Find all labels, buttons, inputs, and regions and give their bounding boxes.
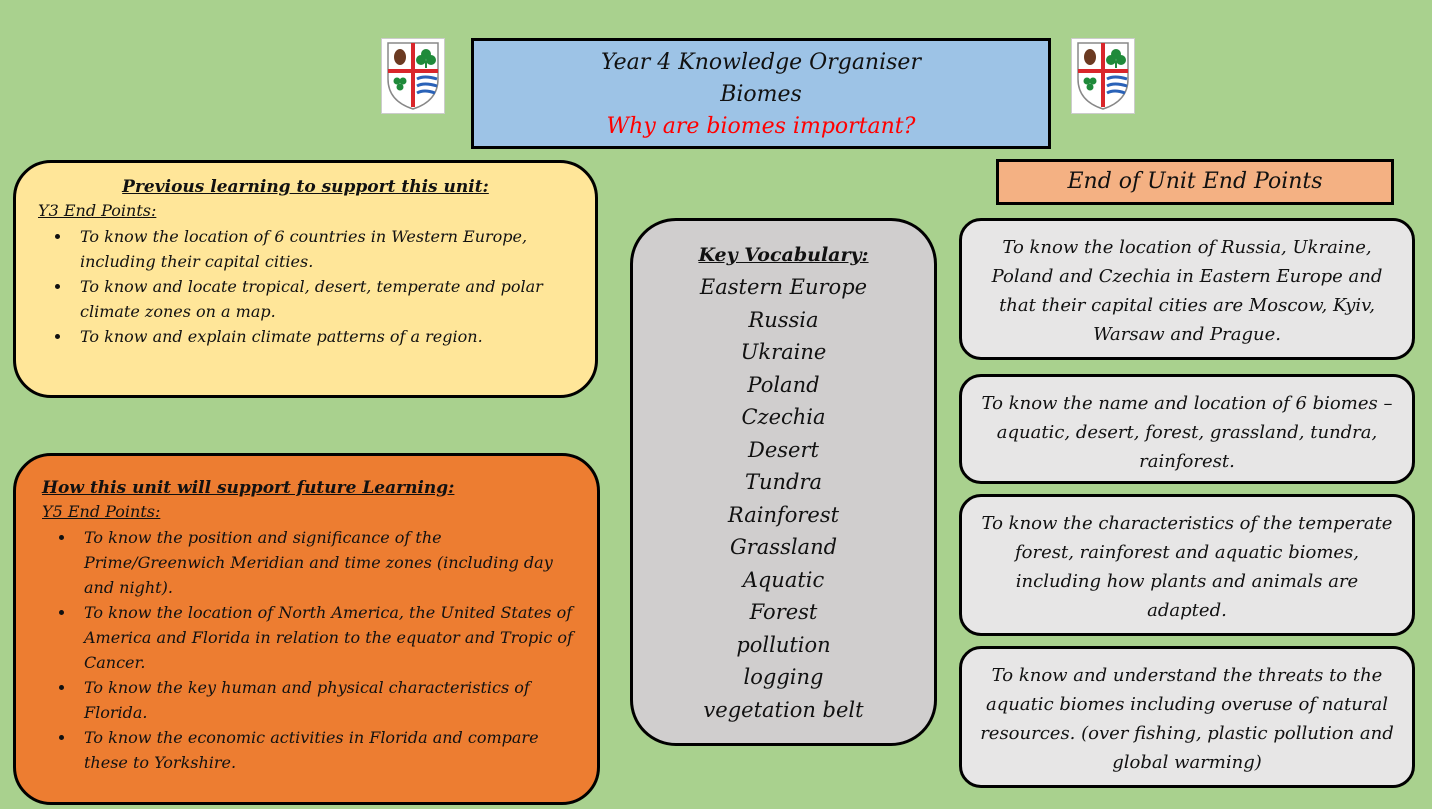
vocab-item: Desert: [748, 437, 819, 462]
end-point-card: To know the location of Russia, Ukraine, Poland and Czechia in Eastern Europe and that their capital cities are Moscow, Kyiv, Warsaw and Prague.: [959, 218, 1415, 360]
list-item: • To know the position and significance of the Prime/Greenwich Meridian and time zones (including day and night).: [76, 525, 573, 600]
vocab-item: Poland: [747, 372, 820, 397]
vocab-item: Eastern Europe: [699, 275, 868, 299]
vocab-item: Grassland: [729, 535, 838, 559]
vocab-item: Ukraine: [740, 340, 827, 364]
future-learning-subheading: Y5 End Points:: [42, 502, 161, 521]
previous-learning-subheading: Y3 End Points:: [38, 201, 157, 220]
list-item: • To know and locate tropical, desert, temperate and polar climate zones on a map.: [72, 274, 573, 324]
vocab-item: Czechia: [741, 405, 826, 429]
future-learning-list: [42, 525, 573, 775]
end-points-heading: End of Unit End Points: [996, 159, 1394, 205]
end-point-card: To know and understand the threats to the aquatic biomes including overuse of natural resources. (over fishing, plastic pollution and global warming): [959, 646, 1415, 788]
key-vocabulary-heading: Key Vocabulary:: [698, 244, 869, 266]
vocab-item: logging: [743, 665, 824, 689]
title-box: [471, 38, 1051, 149]
crest-graphic: [1072, 39, 1134, 113]
previous-learning-panel: [13, 160, 598, 398]
list-item: • To know the location of North America, the United States of America and Florida in relation to the equator and Tropic of Cancer.: [76, 600, 573, 675]
key-question: Why are biomes important?: [606, 114, 916, 139]
vocab-item: Russia: [748, 307, 819, 332]
vocab-item: Tundra: [744, 470, 823, 494]
topic-title: Biomes: [720, 82, 802, 107]
vocab-item: pollution: [736, 632, 831, 657]
list-item: • To know and explain climate patterns of a region.: [72, 324, 573, 349]
previous-learning-heading: Previous learning to support this unit:: [122, 177, 489, 197]
page-title: Year 4 Knowledge Organiser: [601, 50, 921, 75]
vocab-item: Forest: [749, 600, 818, 624]
previous-learning-list: [38, 224, 573, 349]
list-item: • To know the key human and physical characteristics of Florida.: [76, 675, 573, 725]
list-item: • To know the economic activities in Florida and compare these to Yorkshire.: [76, 725, 573, 775]
end-point-card: To know the name and location of 6 biomes – aquatic, desert, forest, grassland, tundra, rainforest.: [959, 374, 1415, 484]
vocab-item: Rainforest: [727, 502, 840, 527]
crest-graphic: [382, 39, 444, 113]
school-crest-icon: [381, 38, 445, 114]
future-learning-heading: How this unit will support future Learning:: [42, 478, 455, 498]
school-crest-icon: [1071, 38, 1135, 114]
end-point-card: To know the characteristics of the temperate forest, rainforest and aquatic biomes, including how plants and animals are adapted.: [959, 494, 1415, 636]
vocab-item: Aquatic: [742, 567, 825, 592]
key-vocabulary-panel: [630, 218, 937, 746]
vocab-item: vegetation belt: [703, 697, 864, 722]
list-item: • To know the location of 6 countries in Western Europe, including their capital cities.: [72, 224, 573, 274]
future-learning-panel: [13, 453, 600, 805]
